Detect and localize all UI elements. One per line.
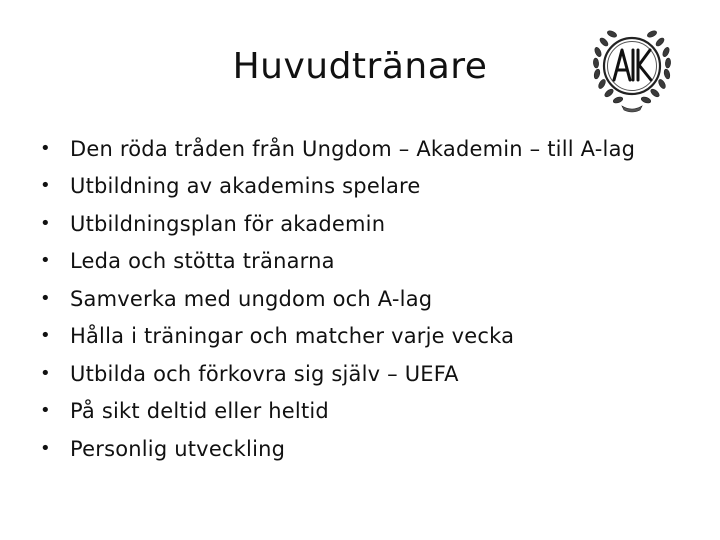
list-item: [40, 205, 710, 243]
bullet-text: Personlig utveckling: [70, 436, 286, 461]
list-item: [40, 168, 710, 206]
bullet-marker: •: [40, 437, 51, 459]
bullet-marker: •: [40, 212, 51, 234]
bullet-text: Utbilda och förkovra sig själv – UEFA: [70, 361, 459, 386]
list-item: [40, 130, 710, 168]
list-item: [40, 243, 710, 281]
slide-title: Huvudtränare: [232, 46, 488, 87]
list-item: [40, 430, 710, 468]
list-item: [40, 393, 710, 431]
bullet-marker: •: [40, 250, 51, 272]
list-item: [40, 280, 710, 318]
bullet-marker: •: [40, 287, 51, 309]
bullet-text: Den röda tråden från Ungdom – Akademin – till A-lag: [70, 136, 636, 161]
bullet-text: Utbildning av akademins spelare: [70, 174, 421, 199]
bullet-text: Hålla i träningar och matcher varje vecka: [70, 324, 515, 349]
bullet-marker: •: [40, 400, 51, 422]
bullet-marker: •: [40, 325, 51, 347]
bullet-text: Samverka med ungdom och A-lag: [70, 286, 433, 311]
bullet-marker: •: [40, 175, 51, 197]
bullet-marker: •: [40, 362, 51, 384]
bullet-text: På sikt deltid eller heltid: [70, 399, 329, 424]
bullet-text: Utbildningsplan för akademin: [70, 211, 386, 236]
list-item: [40, 355, 710, 393]
bullet-list: [40, 130, 710, 468]
bullet-text: Leda och stötta tränarna: [70, 249, 335, 274]
aik-crest-icon: [588, 22, 676, 114]
list-item: [40, 318, 710, 356]
bullet-marker: •: [40, 137, 51, 159]
